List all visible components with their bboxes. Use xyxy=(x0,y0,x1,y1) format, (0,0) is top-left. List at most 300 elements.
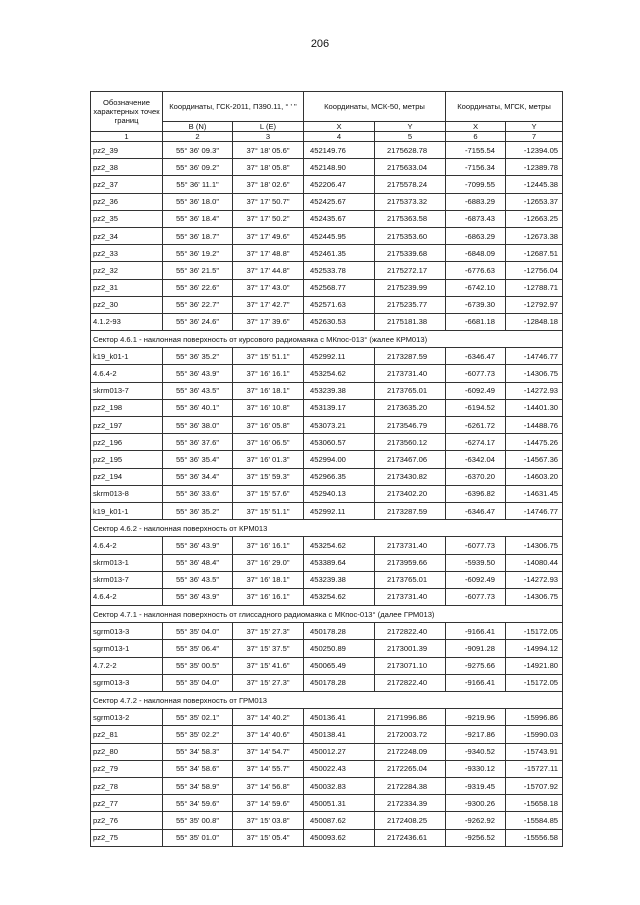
point-name-cell: pz2_196 xyxy=(91,434,163,451)
mgsk-x-cell: -6274.17 xyxy=(446,434,506,451)
mgsk-y-cell: -14306.75 xyxy=(506,588,563,605)
mgsk-x-cell: -6342.04 xyxy=(446,451,506,468)
latitude-cell: 55° 34' 58.6" xyxy=(163,760,233,777)
longitude-cell: 37° 15' 05.4" xyxy=(233,829,304,846)
mgsk-x-cell: -6077.73 xyxy=(446,537,506,554)
latitude-cell: 55° 35' 00.8" xyxy=(163,812,233,829)
point-name-cell: pz2_76 xyxy=(91,812,163,829)
point-name-cell: 4.6.4-2 xyxy=(91,537,163,554)
sector-heading: Сектор 4.6.2 - наклонная поверхность от КРМ013 xyxy=(91,520,563,537)
table-row xyxy=(91,726,563,743)
msk-x-cell: 450032.83 xyxy=(304,777,375,794)
table-row xyxy=(91,365,563,382)
latitude-cell: 55° 36' 48.4" xyxy=(163,554,233,571)
mgsk-y-cell: -14306.75 xyxy=(506,365,563,382)
point-name-cell: sgrm013-3 xyxy=(91,623,163,640)
msk-y-cell: 2173765.01 xyxy=(375,382,446,399)
latitude-cell: 55° 35' 02.2" xyxy=(163,726,233,743)
mgsk-y-cell: -15172.05 xyxy=(506,623,563,640)
point-name-cell: sgrm013-1 xyxy=(91,640,163,657)
longitude-cell: 37° 17' 44.8" xyxy=(233,262,304,279)
msk-x-cell: 450065.49 xyxy=(304,657,375,674)
table-row xyxy=(91,279,563,296)
mgsk-y-cell: -15743.91 xyxy=(506,743,563,760)
msk-x-cell: 453254.62 xyxy=(304,365,375,382)
point-name-cell: pz2_30 xyxy=(91,296,163,313)
msk-x-cell: 452425.67 xyxy=(304,193,375,210)
mgsk-x-cell: -6742.10 xyxy=(446,279,506,296)
mgsk-x-cell: -9319.45 xyxy=(446,777,506,794)
mgsk-x-cell: -9300.26 xyxy=(446,795,506,812)
mgsk-x-cell: -7099.55 xyxy=(446,176,506,193)
msk-x-cell: 450178.28 xyxy=(304,674,375,691)
longitude-cell: 37° 17' 39.6" xyxy=(233,313,304,330)
latitude-cell: 55° 36' 35.4" xyxy=(163,451,233,468)
table-row xyxy=(91,176,563,193)
sector-heading: Сектор 4.6.1 - наклонная поверхность от курсового радиомаяка с МКпос-013° (жалее КРМ013) xyxy=(91,331,563,348)
mgsk-x-cell: -6077.73 xyxy=(446,365,506,382)
header-point-designation: Обозначение характерных точек границ xyxy=(91,92,163,132)
msk-x-cell: 453239.38 xyxy=(304,571,375,588)
longitude-cell: 37° 16' 18.1" xyxy=(233,571,304,588)
latitude-cell: 55° 36' 09.3" xyxy=(163,142,233,159)
latitude-cell: 55° 36' 43.9" xyxy=(163,588,233,605)
table-row xyxy=(91,245,563,262)
latitude-cell: 55° 36' 22.7" xyxy=(163,296,233,313)
latitude-cell: 55° 35' 04.0" xyxy=(163,674,233,691)
table-row xyxy=(91,262,563,279)
longitude-cell: 37° 15' 37.5" xyxy=(233,640,304,657)
table-row xyxy=(91,623,563,640)
msk-x-cell: 450051.31 xyxy=(304,795,375,812)
table-row xyxy=(91,588,563,605)
table-row xyxy=(91,571,563,588)
msk-x-cell: 452206.47 xyxy=(304,176,375,193)
mgsk-y-cell: -14631.45 xyxy=(506,485,563,502)
point-name-cell: pz2_194 xyxy=(91,468,163,485)
latitude-cell: 55° 36' 09.2" xyxy=(163,159,233,176)
latitude-cell: 55° 35' 00.5" xyxy=(163,657,233,674)
point-name-cell: pz2_37 xyxy=(91,176,163,193)
msk-y-cell: 2172284.38 xyxy=(375,777,446,794)
msk-y-cell: 2172334.39 xyxy=(375,795,446,812)
latitude-cell: 55° 36' 43.9" xyxy=(163,365,233,382)
longitude-cell: 37° 14' 56.8" xyxy=(233,777,304,794)
mgsk-x-cell: -7155.54 xyxy=(446,142,506,159)
table-row xyxy=(91,829,563,846)
header-msk-coordinates: Координаты, МСК-50, метры xyxy=(304,92,446,122)
table-body xyxy=(91,142,563,847)
table-row xyxy=(91,812,563,829)
msk-x-cell: 452992.11 xyxy=(304,348,375,365)
latitude-cell: 55° 36' 21.5" xyxy=(163,262,233,279)
column-number: 2 xyxy=(163,132,233,142)
msk-y-cell: 2173287.59 xyxy=(375,502,446,519)
sector-heading-row xyxy=(91,331,563,348)
mgsk-y-cell: -14488.76 xyxy=(506,417,563,434)
mgsk-y-cell: -14567.36 xyxy=(506,451,563,468)
msk-y-cell: 2175578.24 xyxy=(375,176,446,193)
longitude-cell: 37° 14' 40.6" xyxy=(233,726,304,743)
msk-y-cell: 2175181.38 xyxy=(375,313,446,330)
msk-x-cell: 453254.62 xyxy=(304,588,375,605)
mgsk-y-cell: -14272.93 xyxy=(506,571,563,588)
sector-heading-row xyxy=(91,606,563,623)
msk-y-cell: 2173467.06 xyxy=(375,451,446,468)
msk-y-cell: 2171996.86 xyxy=(375,709,446,726)
point-name-cell: 4.6.4-2 xyxy=(91,365,163,382)
point-name-cell: pz2_36 xyxy=(91,193,163,210)
msk-x-cell: 452571.63 xyxy=(304,296,375,313)
msk-x-cell: 452435.67 xyxy=(304,210,375,227)
point-name-cell: pz2_78 xyxy=(91,777,163,794)
msk-x-cell: 453239.38 xyxy=(304,382,375,399)
mgsk-y-cell: -12687.51 xyxy=(506,245,563,262)
subheader-x-mgsk: X xyxy=(446,122,506,132)
subheader-b: B (N) xyxy=(163,122,233,132)
latitude-cell: 55° 36' 33.6" xyxy=(163,485,233,502)
latitude-cell: 55° 34' 59.6" xyxy=(163,795,233,812)
msk-y-cell: 2173731.40 xyxy=(375,537,446,554)
mgsk-x-cell: -6092.49 xyxy=(446,382,506,399)
latitude-cell: 55° 36' 18.7" xyxy=(163,227,233,244)
header-gsk-coordinates: Координаты, ГСК-2011, П390.11, ° ' " xyxy=(163,92,304,122)
mgsk-y-cell: -14746.77 xyxy=(506,502,563,519)
mgsk-x-cell: -6883.29 xyxy=(446,193,506,210)
msk-x-cell: 453254.62 xyxy=(304,537,375,554)
longitude-cell: 37° 15' 27.3" xyxy=(233,674,304,691)
table-row xyxy=(91,142,563,159)
column-number: 3 xyxy=(233,132,304,142)
mgsk-y-cell: -14080.44 xyxy=(506,554,563,571)
column-number: 7 xyxy=(506,132,563,142)
mgsk-x-cell: -6092.49 xyxy=(446,571,506,588)
mgsk-x-cell: -6739.30 xyxy=(446,296,506,313)
mgsk-x-cell: -6370.20 xyxy=(446,468,506,485)
point-name-cell: pz2_198 xyxy=(91,399,163,416)
column-number: 4 xyxy=(304,132,375,142)
latitude-cell: 55° 36' 11.1" xyxy=(163,176,233,193)
point-name-cell: pz2_38 xyxy=(91,159,163,176)
longitude-cell: 37° 18' 05.8" xyxy=(233,159,304,176)
msk-x-cell: 453139.17 xyxy=(304,399,375,416)
table-row xyxy=(91,743,563,760)
longitude-cell: 37° 17' 42.7" xyxy=(233,296,304,313)
longitude-cell: 37° 15' 57.6" xyxy=(233,485,304,502)
msk-y-cell: 2175239.99 xyxy=(375,279,446,296)
msk-y-cell: 2173071.10 xyxy=(375,657,446,674)
longitude-cell: 37° 14' 54.7" xyxy=(233,743,304,760)
msk-x-cell: 453060.57 xyxy=(304,434,375,451)
point-name-cell: sgrm013-2 xyxy=(91,709,163,726)
msk-y-cell: 2172003.72 xyxy=(375,726,446,743)
mgsk-y-cell: -12394.05 xyxy=(506,142,563,159)
msk-x-cell: 452966.35 xyxy=(304,468,375,485)
latitude-cell: 55° 36' 43.5" xyxy=(163,382,233,399)
longitude-cell: 37° 15' 51.1" xyxy=(233,348,304,365)
msk-x-cell: 453073.21 xyxy=(304,417,375,434)
mgsk-x-cell: -6776.63 xyxy=(446,262,506,279)
longitude-cell: 37° 18' 02.6" xyxy=(233,176,304,193)
point-name-cell: pz2_195 xyxy=(91,451,163,468)
mgsk-x-cell: -9091.28 xyxy=(446,640,506,657)
subheader-y-msk: Y xyxy=(375,122,446,132)
longitude-cell: 37° 15' 59.3" xyxy=(233,468,304,485)
column-number: 6 xyxy=(446,132,506,142)
mgsk-x-cell: -6346.47 xyxy=(446,348,506,365)
table-row xyxy=(91,537,563,554)
column-number: 5 xyxy=(375,132,446,142)
column-number-row xyxy=(91,132,563,142)
sector-heading: Сектор 4.7.1 - наклонная поверхность от глиссадного радиомаяка с МКпос-013° (далее ГРМ013) xyxy=(91,606,563,623)
point-name-cell: pz2_39 xyxy=(91,142,163,159)
subheader-y-mgsk: Y xyxy=(506,122,563,132)
header-mgsk-coordinates: Координаты, МГСК, метры xyxy=(446,92,563,122)
latitude-cell: 55° 36' 43.9" xyxy=(163,537,233,554)
point-name-cell: pz2_77 xyxy=(91,795,163,812)
mgsk-y-cell: -14921.80 xyxy=(506,657,563,674)
longitude-cell: 37° 15' 41.6" xyxy=(233,657,304,674)
longitude-cell: 37° 16' 18.1" xyxy=(233,382,304,399)
point-name-cell: sgrm013-3 xyxy=(91,674,163,691)
point-name-cell: skrm013-1 xyxy=(91,554,163,571)
point-name-cell: 4.1.2-93 xyxy=(91,313,163,330)
table-row xyxy=(91,434,563,451)
subheader-x-msk: X xyxy=(304,122,375,132)
longitude-cell: 37° 16' 16.1" xyxy=(233,365,304,382)
mgsk-y-cell: -12792.97 xyxy=(506,296,563,313)
point-name-cell: skrm013-7 xyxy=(91,571,163,588)
latitude-cell: 55° 35' 02.1" xyxy=(163,709,233,726)
mgsk-x-cell: -6848.09 xyxy=(446,245,506,262)
mgsk-y-cell: -12756.04 xyxy=(506,262,563,279)
mgsk-x-cell: -9275.66 xyxy=(446,657,506,674)
msk-x-cell: 450087.62 xyxy=(304,812,375,829)
msk-y-cell: 2173765.01 xyxy=(375,571,446,588)
point-name-cell: skrm013-8 xyxy=(91,485,163,502)
mgsk-y-cell: -15584.85 xyxy=(506,812,563,829)
table-row xyxy=(91,657,563,674)
longitude-cell: 37° 14' 40.2" xyxy=(233,709,304,726)
latitude-cell: 55° 36' 34.4" xyxy=(163,468,233,485)
mgsk-x-cell: -6873.43 xyxy=(446,210,506,227)
msk-y-cell: 2173959.66 xyxy=(375,554,446,571)
latitude-cell: 55° 36' 43.5" xyxy=(163,571,233,588)
msk-y-cell: 2172822.40 xyxy=(375,674,446,691)
sector-heading: Сектор 4.7.2 - наклонная поверхность от ГРМ013 xyxy=(91,692,563,709)
longitude-cell: 37° 17' 50.2" xyxy=(233,210,304,227)
msk-y-cell: 2172265.04 xyxy=(375,760,446,777)
msk-x-cell: 450136.41 xyxy=(304,709,375,726)
msk-y-cell: 2173546.79 xyxy=(375,417,446,434)
latitude-cell: 55° 34' 58.3" xyxy=(163,743,233,760)
table-row xyxy=(91,159,563,176)
point-name-cell: pz2_32 xyxy=(91,262,163,279)
msk-y-cell: 2175633.04 xyxy=(375,159,446,176)
mgsk-y-cell: -15658.18 xyxy=(506,795,563,812)
point-name-cell: skrm013-7 xyxy=(91,382,163,399)
table-row xyxy=(91,502,563,519)
msk-x-cell: 452533.78 xyxy=(304,262,375,279)
mgsk-y-cell: -14401.30 xyxy=(506,399,563,416)
msk-x-cell: 452940.13 xyxy=(304,485,375,502)
latitude-cell: 55° 35' 06.4" xyxy=(163,640,233,657)
point-name-cell: pz2_79 xyxy=(91,760,163,777)
longitude-cell: 37° 17' 49.6" xyxy=(233,227,304,244)
longitude-cell: 37° 16' 05.8" xyxy=(233,417,304,434)
table-row xyxy=(91,417,563,434)
longitude-cell: 37° 16' 06.5" xyxy=(233,434,304,451)
mgsk-y-cell: -12848.18 xyxy=(506,313,563,330)
msk-x-cell: 450250.89 xyxy=(304,640,375,657)
mgsk-x-cell: -9219.96 xyxy=(446,709,506,726)
msk-x-cell: 453389.64 xyxy=(304,554,375,571)
longitude-cell: 37° 16' 01.3" xyxy=(233,451,304,468)
table-header-row xyxy=(91,92,563,122)
mgsk-x-cell: -9262.92 xyxy=(446,812,506,829)
mgsk-y-cell: -15990.03 xyxy=(506,726,563,743)
msk-y-cell: 2173560.12 xyxy=(375,434,446,451)
latitude-cell: 55° 34' 58.9" xyxy=(163,777,233,794)
point-name-cell: k19_k01-1 xyxy=(91,348,163,365)
mgsk-y-cell: -15556.58 xyxy=(506,829,563,846)
table-row xyxy=(91,777,563,794)
mgsk-y-cell: -12673.38 xyxy=(506,227,563,244)
latitude-cell: 55° 36' 18.4" xyxy=(163,210,233,227)
msk-y-cell: 2172408.25 xyxy=(375,812,446,829)
table-row xyxy=(91,227,563,244)
msk-y-cell: 2175373.32 xyxy=(375,193,446,210)
sector-heading-row xyxy=(91,692,563,709)
msk-y-cell: 2175363.58 xyxy=(375,210,446,227)
latitude-cell: 55° 35' 01.0" xyxy=(163,829,233,846)
table-row xyxy=(91,674,563,691)
longitude-cell: 37° 15' 27.3" xyxy=(233,623,304,640)
msk-y-cell: 2172436.61 xyxy=(375,829,446,846)
msk-y-cell: 2175272.17 xyxy=(375,262,446,279)
latitude-cell: 55° 36' 19.2" xyxy=(163,245,233,262)
point-name-cell: pz2_35 xyxy=(91,210,163,227)
msk-y-cell: 2175235.77 xyxy=(375,296,446,313)
msk-x-cell: 452149.76 xyxy=(304,142,375,159)
longitude-cell: 37° 14' 55.7" xyxy=(233,760,304,777)
mgsk-y-cell: -12788.71 xyxy=(506,279,563,296)
mgsk-y-cell: -14994.12 xyxy=(506,640,563,657)
mgsk-y-cell: -12653.37 xyxy=(506,193,563,210)
mgsk-x-cell: -6346.47 xyxy=(446,502,506,519)
point-name-cell: pz2_33 xyxy=(91,245,163,262)
longitude-cell: 37° 17' 50.7" xyxy=(233,193,304,210)
msk-x-cell: 450022.43 xyxy=(304,760,375,777)
coordinates-table xyxy=(90,91,563,847)
mgsk-x-cell: -5939.50 xyxy=(446,554,506,571)
column-number: 1 xyxy=(91,132,163,142)
mgsk-x-cell: -6077.73 xyxy=(446,588,506,605)
mgsk-x-cell: -9166.41 xyxy=(446,674,506,691)
mgsk-y-cell: -14603.20 xyxy=(506,468,563,485)
msk-x-cell: 452148.90 xyxy=(304,159,375,176)
table-row xyxy=(91,382,563,399)
point-name-cell: pz2_80 xyxy=(91,743,163,760)
msk-y-cell: 2173287.59 xyxy=(375,348,446,365)
msk-x-cell: 450178.28 xyxy=(304,623,375,640)
table-row xyxy=(91,313,563,330)
mgsk-y-cell: -14272.93 xyxy=(506,382,563,399)
latitude-cell: 55° 36' 35.2" xyxy=(163,348,233,365)
mgsk-y-cell: -15996.86 xyxy=(506,709,563,726)
subheader-l: L (E) xyxy=(233,122,304,132)
longitude-cell: 37° 15' 51.1" xyxy=(233,502,304,519)
msk-y-cell: 2175339.68 xyxy=(375,245,446,262)
table-row xyxy=(91,554,563,571)
mgsk-y-cell: -14306.75 xyxy=(506,537,563,554)
latitude-cell: 55° 36' 24.6" xyxy=(163,313,233,330)
mgsk-x-cell: -6863.29 xyxy=(446,227,506,244)
table-row xyxy=(91,795,563,812)
mgsk-y-cell: -14475.26 xyxy=(506,434,563,451)
table-row xyxy=(91,296,563,313)
table-row xyxy=(91,451,563,468)
latitude-cell: 55° 36' 38.0" xyxy=(163,417,233,434)
longitude-cell: 37° 15' 03.8" xyxy=(233,812,304,829)
mgsk-y-cell: -12389.78 xyxy=(506,159,563,176)
mgsk-x-cell: -9340.52 xyxy=(446,743,506,760)
mgsk-x-cell: -6681.18 xyxy=(446,313,506,330)
point-name-cell: pz2_34 xyxy=(91,227,163,244)
msk-x-cell: 452630.53 xyxy=(304,313,375,330)
msk-y-cell: 2175628.78 xyxy=(375,142,446,159)
msk-y-cell: 2173731.40 xyxy=(375,365,446,382)
table-row xyxy=(91,348,563,365)
latitude-cell: 55° 36' 18.0" xyxy=(163,193,233,210)
msk-y-cell: 2173635.20 xyxy=(375,399,446,416)
table-row xyxy=(91,640,563,657)
longitude-cell: 37° 16' 16.1" xyxy=(233,588,304,605)
msk-x-cell: 450138.41 xyxy=(304,726,375,743)
longitude-cell: 37° 14' 59.6" xyxy=(233,795,304,812)
longitude-cell: 37° 17' 48.8" xyxy=(233,245,304,262)
point-name-cell: 4.6.4-2 xyxy=(91,588,163,605)
mgsk-y-cell: -15727.11 xyxy=(506,760,563,777)
point-name-cell: pz2_81 xyxy=(91,726,163,743)
latitude-cell: 55° 36' 35.2" xyxy=(163,502,233,519)
point-name-cell: k19_k01-1 xyxy=(91,502,163,519)
longitude-cell: 37° 16' 16.1" xyxy=(233,537,304,554)
mgsk-x-cell: -6396.82 xyxy=(446,485,506,502)
latitude-cell: 55° 36' 37.6" xyxy=(163,434,233,451)
msk-y-cell: 2175353.60 xyxy=(375,227,446,244)
msk-y-cell: 2173430.82 xyxy=(375,468,446,485)
msk-y-cell: 2173001.39 xyxy=(375,640,446,657)
latitude-cell: 55° 36' 22.6" xyxy=(163,279,233,296)
longitude-cell: 37° 16' 29.0" xyxy=(233,554,304,571)
mgsk-x-cell: -9256.52 xyxy=(446,829,506,846)
mgsk-y-cell: -14746.77 xyxy=(506,348,563,365)
mgsk-x-cell: -6194.52 xyxy=(446,399,506,416)
sector-heading-row xyxy=(91,520,563,537)
longitude-cell: 37° 16' 10.8" xyxy=(233,399,304,416)
mgsk-y-cell: -15172.05 xyxy=(506,674,563,691)
mgsk-y-cell: -15707.92 xyxy=(506,777,563,794)
mgsk-x-cell: -6261.72 xyxy=(446,417,506,434)
msk-y-cell: 2172248.09 xyxy=(375,743,446,760)
page-number: 206 xyxy=(310,38,330,50)
latitude-cell: 55° 35' 04.0" xyxy=(163,623,233,640)
table-row xyxy=(91,468,563,485)
table-row xyxy=(91,760,563,777)
mgsk-y-cell: -12663.25 xyxy=(506,210,563,227)
msk-x-cell: 452568.77 xyxy=(304,279,375,296)
